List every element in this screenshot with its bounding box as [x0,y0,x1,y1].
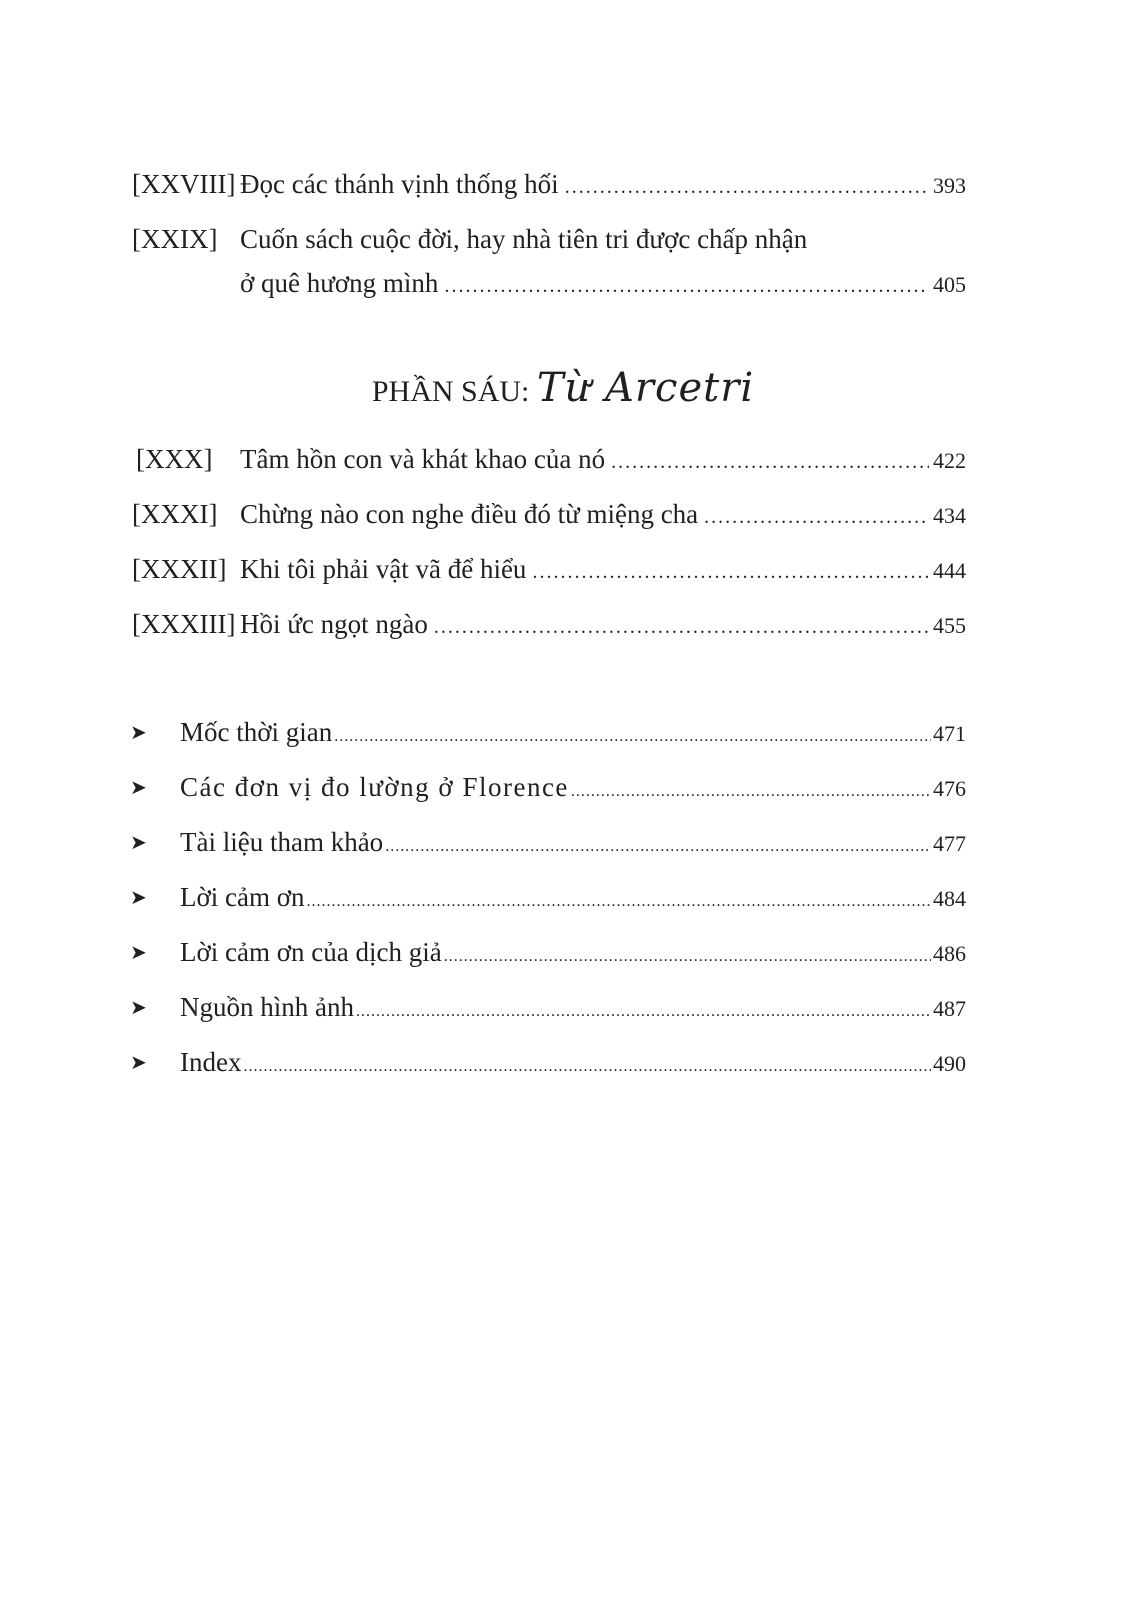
appendix-entry-acknowledgements[interactable] [130,875,966,924]
chevron-right-icon: ➤ [130,832,147,854]
page-number: 471 [933,721,966,746]
chapter-number: [XXXII] [132,554,227,584]
page-number: 393 [933,173,966,198]
chapter-number: [XXX] [136,444,213,474]
dot-leader [565,165,929,209]
dot-leader [444,935,931,979]
chapter-title-line-2: ở quê hương mình [240,268,439,298]
dot-leader [385,825,931,869]
chapter-title: Đọc các thánh vịnh thống hối [240,169,559,199]
appendix-title: Lời cảm ơn [180,882,305,912]
part-label: PHẦN SÁU: [371,375,537,408]
dot-leader [334,715,931,759]
chapter-title: Hồi ức ngọt ngào [240,609,428,639]
chapter-number: [XXXI] [132,499,218,529]
part-heading [0,362,1126,418]
dot-leader [532,550,929,594]
chapter-title: Khi tôi phải vật vã để hiểu [240,554,527,584]
appendix-entry-timeline[interactable] [130,710,966,759]
page-number: 490 [933,1051,966,1076]
chapter-title: Chừng nào con nghe điều đó từ miệng cha [240,499,699,529]
appendix-title: Tài liệu tham khảo [180,827,384,857]
appendix-title: Nguồn hình ảnh [180,992,354,1022]
dot-leader [434,605,929,649]
dot-leader [307,880,931,924]
chevron-right-icon: ➤ [130,887,147,909]
appendix-title: Lời cảm ơn của dịch giả [180,937,442,967]
appendix-title: Index [180,1047,242,1077]
page-number: 476 [933,776,966,801]
chapter-number: [XXVIII] [132,169,236,199]
dot-leader [571,770,931,814]
appendix-entry-references[interactable] [130,820,966,869]
page-number: 405 [933,272,966,297]
dot-leader [243,1045,931,1089]
chevron-right-icon: ➤ [130,777,147,799]
chapter-title-line-1: Cuốn sách cuộc đời, hay nhà tiên tri được chấp nhận [240,224,808,254]
appendix-entry-index[interactable] [130,1040,966,1089]
page-number: 484 [933,886,966,911]
dot-leader [444,264,929,308]
chevron-right-icon: ➤ [130,722,147,744]
page-number: 444 [933,558,966,583]
appendix-entry-translator-acknowledgements[interactable] [130,930,966,979]
appendix-entry-image-sources[interactable] [130,985,966,1034]
dot-leader [704,495,929,539]
chapter-number: [XXXIII] [132,609,236,639]
appendix-entry-units[interactable] [130,765,966,814]
chevron-right-icon: ➤ [130,997,147,1019]
appendix-title: Các đơn vị đo lường ở Florence [180,772,569,802]
page-number: 477 [933,831,966,856]
page-number: 486 [933,941,966,966]
chevron-right-icon: ➤ [130,942,147,964]
dot-leader [356,990,931,1034]
appendix-title: Mốc thời gian [180,717,333,747]
page-number: 422 [933,448,966,473]
chapter-number: [XXIX] [132,224,218,254]
chapter-title: Tâm hồn con và khát khao của nó [240,444,606,474]
part-title: Từ Arcetri [536,365,755,411]
page-number: 434 [933,503,966,528]
chevron-right-icon: ➤ [130,1052,147,1074]
page-number: 487 [933,996,966,1021]
dot-leader [611,440,929,484]
page-number: 455 [933,613,966,638]
